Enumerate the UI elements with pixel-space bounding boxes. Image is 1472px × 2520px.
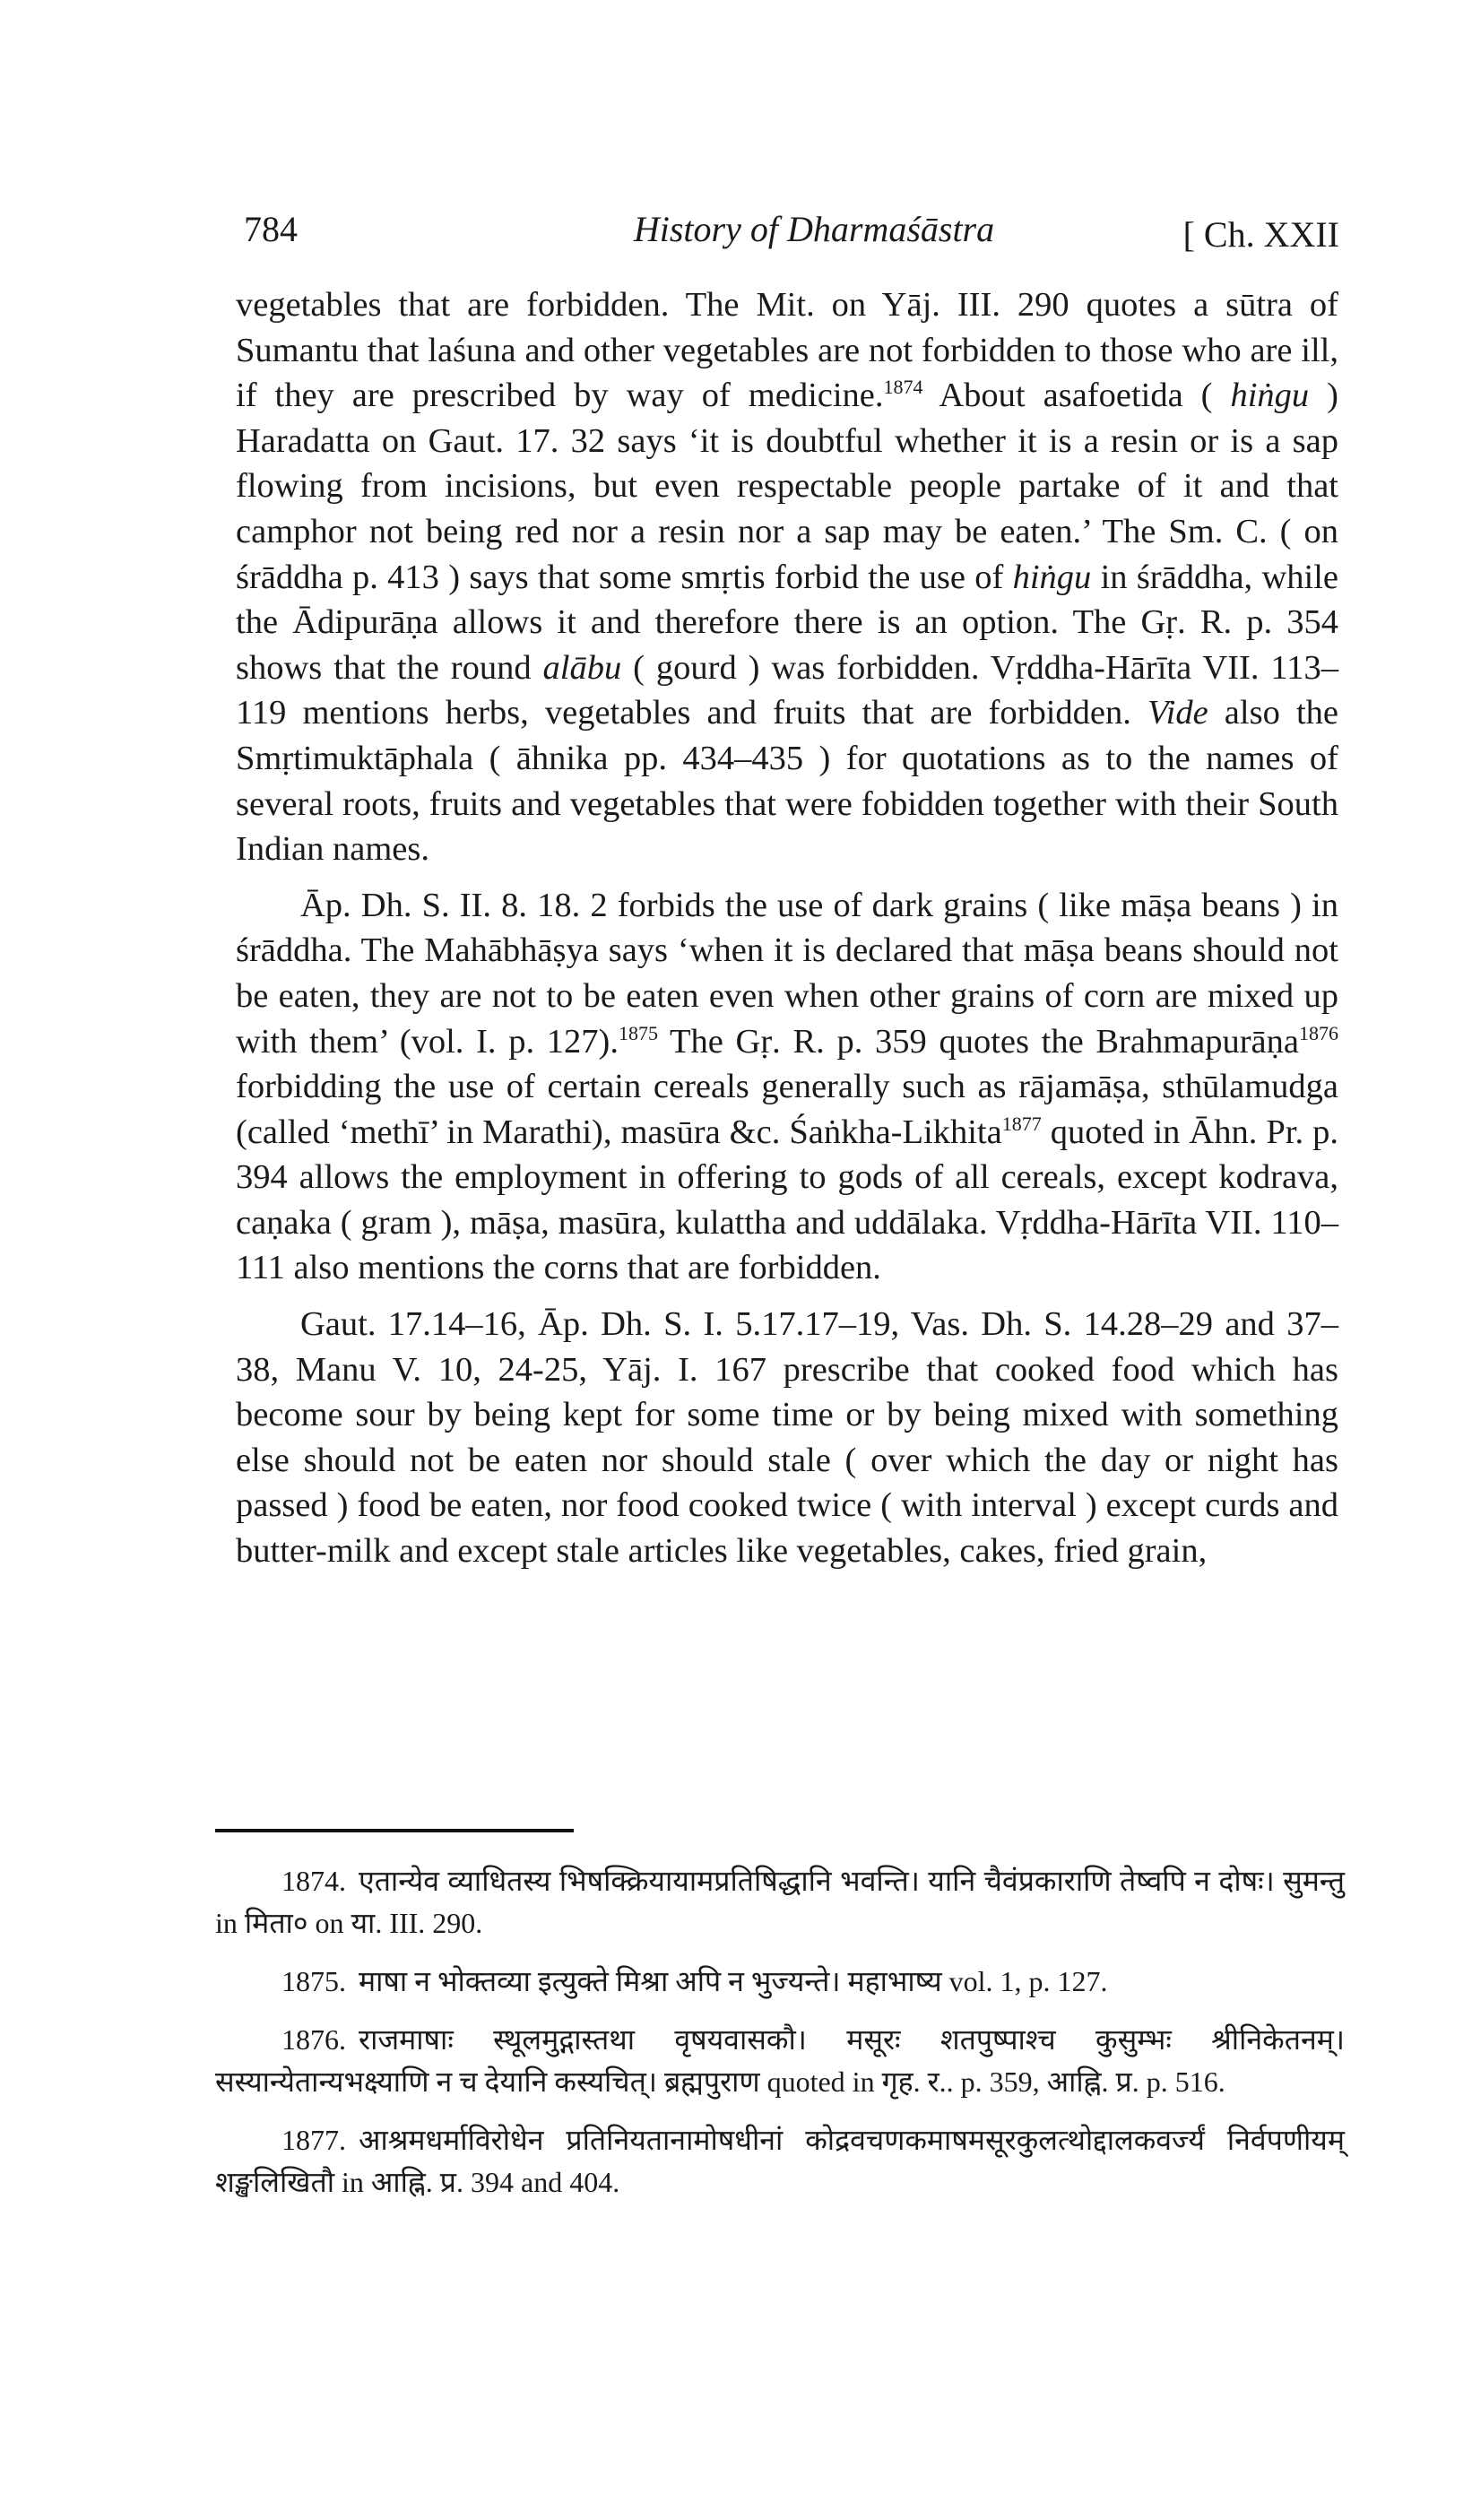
- footnote-number: 1876.: [281, 2023, 346, 2056]
- paragraph-1: vegetables that are forbidden. The Mit. on Yāj. III. 290 quotes a sūtra of Sumantu that laśuna and other vegetables are not forbidden to those who are ill, if they are prescribed by way of medicine.$^{1874}$ About asafoetida ( hiṅgu ) Haradatta on Gaut. 17. 32 says ‘it is doubtful whether it is a resin or is a sap flowing from incisions, but even respectable people partake of it and that camphor not being red nor a resin nor a sap may be eaten.’ The Sm. C. ( on śrāddha p. 413 ) says that some smṛtis forbid the use of hiṅgu in śrāddha, while the Ādipurāṇa allows it and therefore there is an option. The Gṛ. R. p. 354 shows that the round alābu ( gourd ) was forbidden. Vṛddha-Hārīta VII. 113–119 mentions herbs, vegetables and fruits that are forbidden. Vide also the Smṛtimuktāphala ( āhnika pp. 434–435 ) for quotations as to the names of several roots, fruits and vegetables that were fobidden together with their South Indian names.: [236, 286, 1338, 869]
- footnotes: [215, 1860, 1345, 2220]
- term-hingu: hiṅgu: [1012, 558, 1092, 596]
- page-header: [244, 208, 1339, 262]
- footnote-1874: [215, 1860, 1345, 1944]
- footnote-text: माषा न भोक्तव्या इत्युक्ते मिश्रा अपि न भुज्यन्ते। महाभाष्य vol. 1, p. 127.: [359, 1965, 1108, 1997]
- footnote-text: आश्रमधर्माविरोधेन प्रतिनियतानामोषधीनां कोद्रवचणकमाषमसूरकुलत्थोद्दालकवर्ज्यं निर्वपणीयम् शङ्खलिखितौ in आह्नि. प्र. 394 and 404.: [215, 2124, 1345, 2198]
- footnote-number: 1874.: [281, 1865, 346, 1897]
- footnote-1876: [215, 2019, 1345, 2103]
- term-vide: Vide: [1147, 694, 1208, 732]
- footnote-text: राजमाषाः स्थूलमुद्गास्तथा वृषयवासकौ। मसूरः शतपुष्पाश्च कुसुम्भः श्रीनिकेतनम्। सस्यान्येतान्यभक्ष्याणि न च देयानि कस्यचित्। ब्रह्मपुराण quoted in गृह. र.. p. 359, आह्नि. प्र. p. 516.: [215, 2023, 1345, 2098]
- footnote-number: 1875.: [281, 1965, 346, 1997]
- footnote-1877: [215, 2119, 1345, 2204]
- footnote-divider: [215, 1829, 574, 1832]
- paragraph-2: Āp. Dh. S. II. 8. 18. 2 forbids the use of dark grains ( like māṣa beans ) in śrāddha. The Mahābhāṣya says ‘when it is declared that māṣa beans should not be eaten, they are not to be eaten even when other grains of corn are mixed up with them’ (vol. I. p. 127).$^{1875}$ The Gṛ. R. p. 359 quotes the Brahmapurāṇa$^{1876}$ forbidding the use of certain cereals generally such as rājamāṣa, sthūlamudga (called ‘methī’ in Marathi), masūra &c. Śaṅkha-Likhita$^{1877}$ quoted in Āhn. Pr. p. 394 allows the employment in offering to gods of all cereals, except kodrava, caṇaka ( gram ), māṣa, masūra, kulattha and uddālaka. Vṛddha-Hārīta VII. 110–111 also mentions the corns that are forbidden.: [236, 886, 1338, 1287]
- footnote-ref-1874[interactable]: 1874: [883, 376, 923, 399]
- footnote-ref-1875[interactable]: 1875: [618, 1021, 658, 1044]
- running-title: History of Dharmaśāstra: [633, 209, 995, 249]
- paragraph-3: Gaut. 17.14–16, Āp. Dh. S. I. 5.17.17–19, Vas. Dh. S. 14.28–29 and 37–38, Manu V. 10, 24-25, Yāj. I. 167 prescribe that cooked food which has become sour by being kept for some time or by being mixed with something else should not be eaten nor should stale ( over which the day or night has passed ) food be eaten, nor food cooked twice ( with interval ) except curds and butter-milk and except stale articles like vegetables, cakes, fried grain,: [236, 1305, 1338, 1571]
- footnote-ref-1876[interactable]: 1876: [1299, 1021, 1338, 1044]
- footnote-1875: [215, 1961, 1345, 2003]
- footnote-text: एतान्येव व्याधितस्य भिषक्क्रियायामप्रतिषिद्धानि भवन्ति। यानि चैवंप्रकाराणि तेष्वपि न दोषः। सुमन्तु in मिता० on या. III. 290.: [215, 1865, 1345, 1939]
- main-text: [236, 282, 1338, 1574]
- chapter-label: [ Ch. XXII: [1182, 214, 1339, 255]
- term-hingu: hiṅgu: [1230, 377, 1310, 415]
- term-alabu: alābu: [542, 648, 622, 687]
- footnote-ref-1877[interactable]: 1877: [1001, 1112, 1042, 1135]
- page-number: 784: [244, 209, 298, 249]
- footnote-number: 1877.: [281, 2124, 346, 2156]
